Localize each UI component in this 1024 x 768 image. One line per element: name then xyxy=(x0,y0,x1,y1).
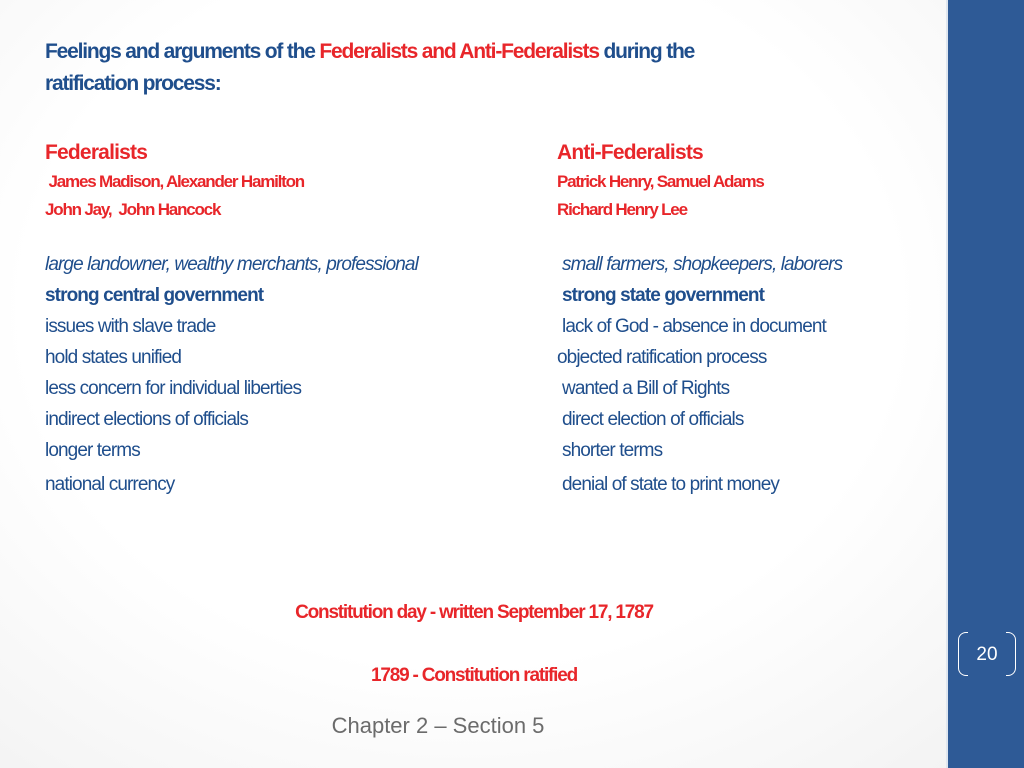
anti-federalists-item: strong state government xyxy=(562,285,765,306)
anti-federalists-item: direct election of officials xyxy=(562,409,744,430)
anti-federalists-item: small farmers, shopkeepers, laborers xyxy=(562,254,843,275)
anti-federalists-names-line-1: Patrick Henry, Samuel Adams xyxy=(557,172,764,191)
anti-federalists-heading: Anti-Federalists xyxy=(557,141,703,164)
federalists-item: issues with slave trade xyxy=(45,316,216,337)
federalists-names-line-2: John Jay, John Hancock xyxy=(45,200,221,219)
title-part-2: Federalists and Anti-Federalists xyxy=(319,40,599,63)
anti-federalists-item: shorter terms xyxy=(562,440,663,461)
slide-number: 20 xyxy=(976,644,998,665)
title-part-1: Feelings and arguments of the xyxy=(45,40,320,63)
title-part-3: during the xyxy=(598,40,695,63)
federalists-item: hold states unified xyxy=(45,347,182,368)
title-line-2: ratification process: xyxy=(45,72,221,95)
anti-federalists-item: wanted a Bill of Rights xyxy=(562,378,730,399)
anti-federalists-names-line-2: Richard Henry Lee xyxy=(557,200,687,219)
slide-number-badge xyxy=(958,632,1016,678)
federalists-item: indirect elections of officials xyxy=(45,409,249,430)
constitution-day-text: Constitution day - written September 17, 1787 xyxy=(295,602,653,623)
federalists-item: less concern for individual liberties xyxy=(45,378,302,399)
anti-federalists-item: objected ratification process xyxy=(557,347,767,368)
anti-federalists-item: denial of state to print money xyxy=(562,474,779,495)
federalists-column xyxy=(45,138,545,500)
federalists-item: national currency xyxy=(45,474,175,495)
slide-title xyxy=(45,36,865,100)
federalists-item: large landowner, wealthy merchants, professional xyxy=(45,254,418,275)
federalists-heading: Federalists xyxy=(45,141,148,164)
right-brace-icon xyxy=(1006,632,1016,676)
chapter-section-label: Chapter 2 – Section 5 xyxy=(331,713,545,738)
anti-federalists-column xyxy=(557,138,937,500)
anti-federalists-item: lack of God - absence in document xyxy=(562,316,826,337)
left-brace-icon xyxy=(958,632,968,676)
federalists-names-line-1: James Madison, Alexander Hamilton xyxy=(45,172,304,191)
federalists-item: strong central government xyxy=(45,285,264,306)
constitution-ratified-text: 1789 - Constitution ratified xyxy=(370,665,578,686)
federalists-item: longer terms xyxy=(45,440,140,461)
